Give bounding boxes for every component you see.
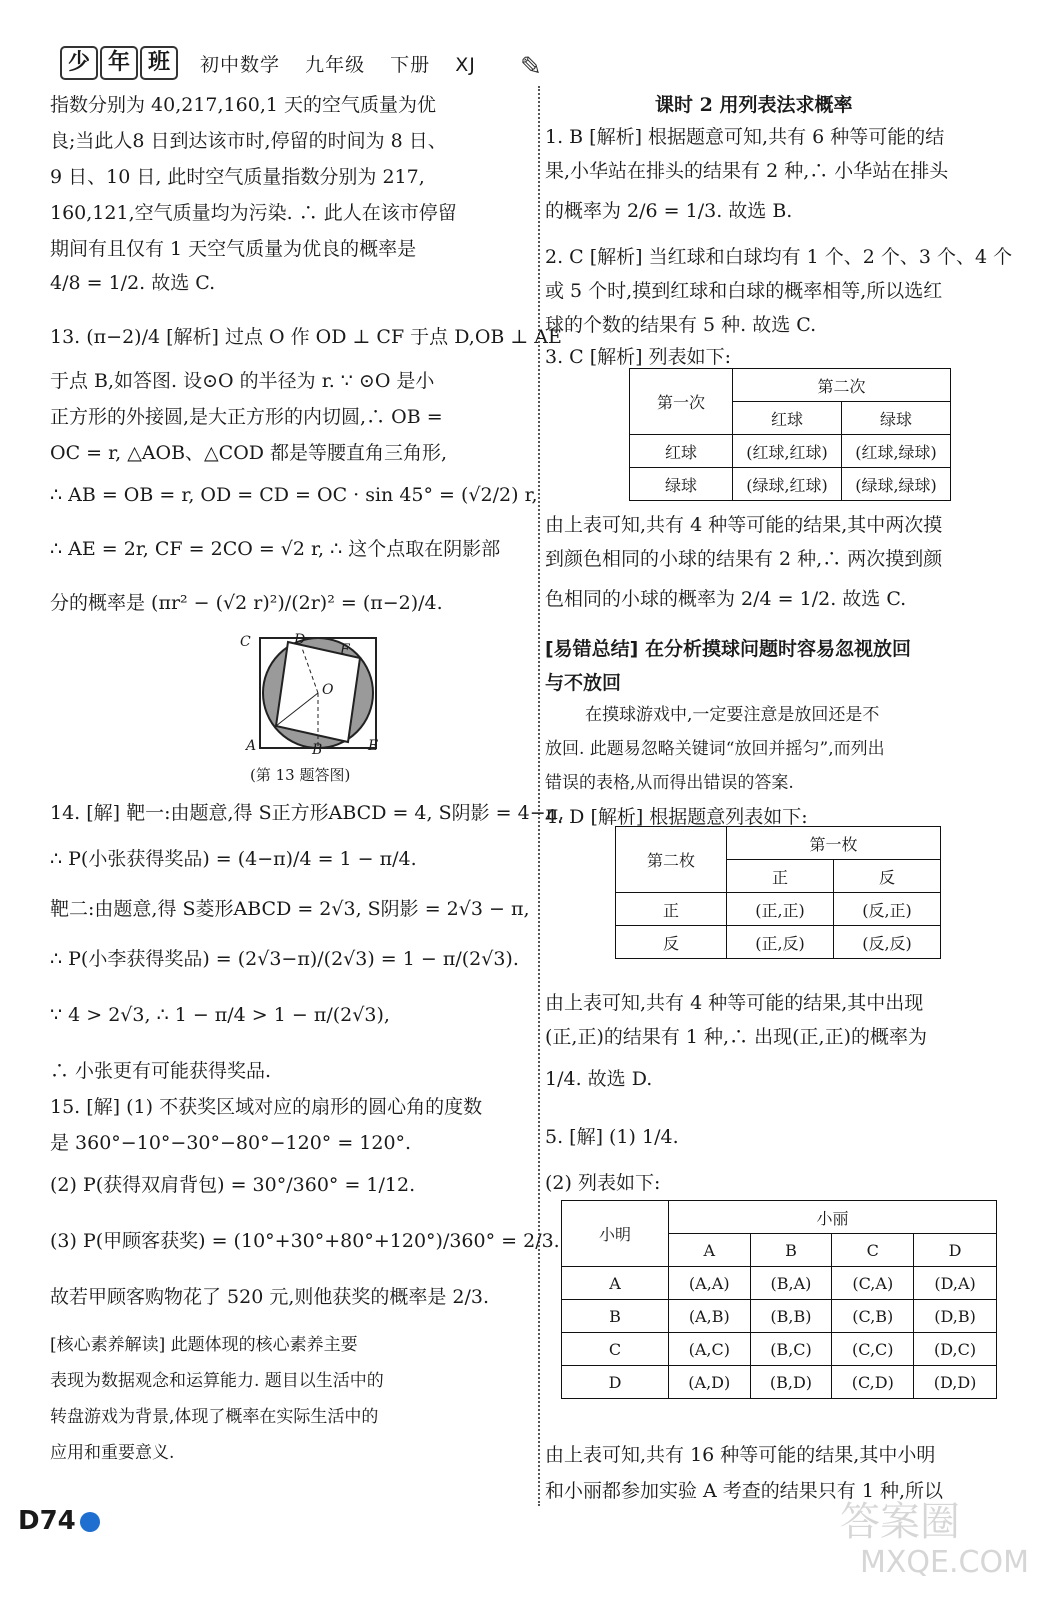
left-line-9: 正方形的外接圆,是大正方形的内切圆,∴ OB = [50, 406, 443, 428]
edition: XJ [455, 54, 476, 76]
figure-label-f: F [340, 642, 350, 658]
table-q3-row-head: 红球 [630, 435, 733, 468]
common-mistake-title-2: 与不放回 [545, 672, 622, 694]
table-q3-col: 绿球 [842, 402, 951, 435]
table-q5-cell: (B,B) [750, 1300, 832, 1333]
left-line-5: 期间有且仅有 1 天空气质量为优良的概率是 [50, 238, 417, 260]
figure-13-caption: (第 13 题答图) [250, 766, 351, 784]
table-q4-cell: (反,正) [834, 893, 941, 926]
table-q5 [561, 1200, 997, 1399]
logo-char-1: 少 [60, 46, 98, 80]
right-line-23: 和小丽都参加实验 A 考查的结果只有 1 种,所以 [545, 1480, 944, 1502]
page-number [18, 1506, 100, 1536]
table-q4-cell: (反,反) [834, 926, 941, 959]
table-q4-top: 第一枚 [727, 827, 941, 860]
watermark-url: MXQE.COM [860, 1545, 1029, 1580]
right-line-8: 由上表可知,共有 4 种等可能的结果,其中两次摸 [545, 514, 943, 536]
column-divider [538, 86, 540, 1506]
left-line-13: 分的概率是 (πr² − (√2 r)²)/(2r)² = (π−2)/4. [50, 592, 443, 614]
table-q5-cell: (A,C) [669, 1333, 751, 1366]
left-line-17: ∴ P(小李获得奖品) = (2√3−π)/(2√3) = 1 − π/(2√3). [50, 948, 519, 970]
left-line-16: 靶二:由题意,得 S菱形ABCD = 2√3, S阴影 = 2√3 − π, [50, 898, 530, 920]
left-line-21: 是 360°−10°−30°−80°−120° = 120°. [50, 1132, 412, 1154]
figure-label-o: O [322, 682, 334, 698]
table-q5-cell: (C,C) [832, 1333, 914, 1366]
right-line-18: (正,正)的结果有 1 种,∴ 出现(正,正)的概率为 [545, 1026, 927, 1048]
right-line-21: (2) 列表如下: [545, 1172, 661, 1194]
table-q5-col: A [669, 1234, 751, 1267]
table-q5-cell: (C,D) [832, 1366, 914, 1399]
table-q5-cell: (A,A) [669, 1267, 751, 1300]
table-q3 [629, 368, 951, 501]
left-line-10: OC = r, △AOB、△COD 都是等腰直角三角形, [50, 442, 448, 464]
table-q3-cell: (红球,绿球) [842, 435, 951, 468]
table-q4 [615, 826, 941, 959]
table-q3-cell: (红球,红球) [733, 435, 842, 468]
figure-label-b: B [312, 742, 323, 758]
logo [60, 46, 178, 80]
left-line-3: 9 日、10 日, 此时空气质量指数分别为 217, [50, 166, 425, 188]
right-line-4: 2. C [解析] 当红球和白球均有 1 个、2 个、3 个、4 个 [545, 246, 1013, 268]
left-line-22: (2) P(获得双肩背包) = 30°/360° = 1/12. [50, 1174, 416, 1196]
page-header [60, 46, 580, 80]
header-info [200, 50, 494, 77]
watermark: 答案圈 [840, 1499, 960, 1545]
grade: 九年级 [305, 54, 366, 76]
right-line-7: 3. C [解析] 列表如下: [545, 346, 732, 368]
logo-char-2: 年 [100, 46, 138, 80]
page-dot-icon [80, 1512, 100, 1532]
table-q5-cell: (D,D) [914, 1366, 997, 1399]
right-line-10: 色相同的小球的概率为 2/4 = 1/2. 故选 C. [545, 588, 907, 610]
left-line-6: 4/8 = 1/2. 故选 C. [50, 272, 216, 294]
lesson-title: 课时 2 用列表法求概率 [655, 94, 853, 116]
left-line-14: 14. [解] 靶一:由题意,得 S正方形ABCD = 4, S阴影 = 4−π, [50, 802, 565, 824]
table-q5-cell: (D,A) [914, 1267, 997, 1300]
figure-label-a: A [246, 738, 257, 754]
common-mistake-text-2: 放回. 此题易忽略关键词“放回并摇匀”,而列出 [545, 739, 885, 759]
right-line-3: 的概率为 2/6 = 1/3. 故选 B. [545, 200, 793, 222]
left-line-23: (3) P(甲顾客获奖) = (10°+30°+80°+120°)/360° = 2/3. [50, 1230, 560, 1252]
left-line-4: 160,121,空气质量均为污染. ∴ 此人在该市停留 [50, 202, 457, 224]
table-q4-corner: 第二枚 [616, 827, 727, 893]
table-q5-col: C [832, 1234, 914, 1267]
decoration-icon: ✎ [520, 52, 542, 82]
common-mistake-title: [易错总结] 在分析摸球问题时容易忽视放回 [545, 638, 911, 660]
right-line-1: 1. B [解析] 根据题意可知,共有 6 种等可能的结 [545, 126, 945, 148]
page-number-text: D74 [18, 1506, 76, 1536]
table-q4-row-head: 反 [616, 926, 727, 959]
core-literacy-note-4: 应用和重要意义. [50, 1443, 175, 1463]
table-q5-cell: (B,A) [750, 1267, 832, 1300]
table-q5-row-head: A [562, 1267, 669, 1300]
left-line-1: 指数分别为 40,217,160,1 天的空气质量为优 [50, 94, 436, 116]
subject: 初中数学 [200, 54, 281, 76]
table-q5-cell: (A,B) [669, 1300, 751, 1333]
left-line-18: ∵ 4 > 2√3, ∴ 1 − π/4 > 1 − π/(2√3), [50, 1004, 390, 1026]
table-q5-cell: (B,D) [750, 1366, 832, 1399]
logo-char-3: 班 [140, 46, 178, 80]
right-line-16: 4. D [解析] 根据题意列表如下: [545, 806, 808, 828]
table-q3-corner: 第一次 [630, 369, 733, 435]
right-line-19: 1/4. 故选 D. [545, 1068, 653, 1090]
table-q5-cell: (C,A) [832, 1267, 914, 1300]
table-q3-top: 第二次 [733, 369, 951, 402]
table-q5-cell: (A,D) [669, 1366, 751, 1399]
table-q4-col: 反 [834, 860, 941, 893]
table-q5-row-head: D [562, 1366, 669, 1399]
figure-label-d: D [294, 632, 306, 648]
left-line-7: 13. (π−2)/4 [解析] 过点 O 作 OD ⊥ CF 于点 D,OB ⊥ AE [50, 326, 562, 348]
table-q5-cell: (D,C) [914, 1333, 997, 1366]
figure-label-e: E [368, 738, 379, 754]
right-line-2: 果,小华站在排头的结果有 2 种,∴ 小华站在排头 [545, 160, 949, 182]
right-line-22: 由上表可知,共有 16 种等可能的结果,其中小明 [545, 1444, 936, 1466]
common-mistake-text-1: 在摸球游戏中,一定要注意是放回还是不 [585, 705, 880, 725]
table-q3-col: 红球 [733, 402, 842, 435]
table-q4-cell: (正,正) [727, 893, 834, 926]
left-line-11: ∴ AB = OB = r, OD = CD = OC · sin 45° = (√2/2) r, [50, 484, 538, 506]
table-q3-cell: (绿球,红球) [733, 468, 842, 501]
right-line-5: 或 5 个时,摸到红球和白球的概率相等,所以选红 [545, 280, 943, 302]
table-q3-cell: (绿球,绿球) [842, 468, 951, 501]
left-line-20: 15. [解] (1) 不获奖区域对应的扇形的圆心角的度数 [50, 1096, 483, 1118]
right-line-17: 由上表可知,共有 4 种等可能的结果,其中出现 [545, 992, 924, 1014]
figure-label-c: C [240, 634, 251, 650]
table-q5-cell: (D,B) [914, 1300, 997, 1333]
table-q4-cell: (正,反) [727, 926, 834, 959]
left-line-8: 于点 B,如答图. 设⊙O 的半径为 r. ∵ ⊙O 是小 [50, 370, 435, 392]
left-line-12: ∴ AE = 2r, CF = 2CO = √2 r, ∴ 这个点取在阴影部 [50, 538, 501, 560]
left-line-19: ∴ 小张更有可能获得奖品. [50, 1060, 272, 1082]
core-literacy-note-1: [核心素养解读] 此题体现的核心素养主要 [50, 1335, 358, 1355]
table-q5-col: D [914, 1234, 997, 1267]
table-q4-row-head: 正 [616, 893, 727, 926]
common-mistake-text-3: 错误的表格,从而得出错误的答案. [545, 773, 794, 793]
table-q5-col: B [750, 1234, 832, 1267]
table-q5-cell: (B,C) [750, 1333, 832, 1366]
table-q4-col: 正 [727, 860, 834, 893]
core-literacy-note-3: 转盘游戏为背景,体现了概率在实际生活中的 [50, 1407, 379, 1427]
table-q5-cell: (C,B) [832, 1300, 914, 1333]
right-line-9: 到颜色相同的小球的结果有 2 种,∴ 两次摸到颜 [545, 548, 943, 570]
table-q5-row-head: C [562, 1333, 669, 1366]
core-literacy-note-2: 表现为数据观念和运算能力. 题目以生活中的 [50, 1371, 384, 1391]
left-line-2: 良;当此人8 日到达该市时,停留的时间为 8 日、 [50, 130, 447, 152]
table-q5-corner: 小明 [562, 1201, 669, 1267]
volume: 下册 [390, 54, 431, 76]
left-line-15: ∴ P(小张获得奖品) = (4−π)/4 = 1 − π/4. [50, 848, 417, 870]
table-q3-row-head: 绿球 [630, 468, 733, 501]
right-line-20: 5. [解] (1) 1/4. [545, 1126, 679, 1148]
table-q5-top: 小丽 [669, 1201, 997, 1234]
left-line-24: 故若甲顾客购物花了 520 元,则他获奖的概率是 2/3. [50, 1286, 490, 1308]
table-q5-row-head: B [562, 1300, 669, 1333]
right-line-6: 球的个数的结果有 5 种. 故选 C. [545, 314, 817, 336]
